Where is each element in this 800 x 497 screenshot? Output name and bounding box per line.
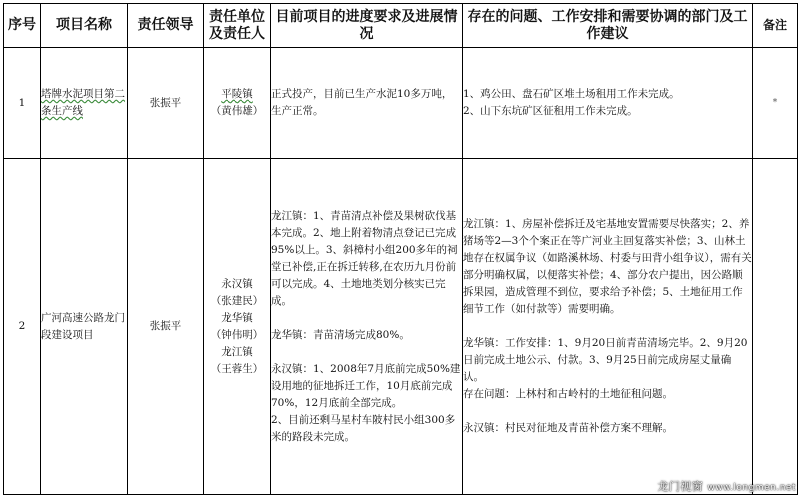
row2-unit-town-2: 龙华镇: [221, 311, 253, 324]
row2-issues: [463, 159, 753, 495]
row2-unit-person-2: （钟伟明）: [210, 328, 264, 341]
row1-unit: [204, 48, 271, 159]
row2-remark: [753, 159, 798, 495]
row2-issues-yonghan: 永汉镇：村民对征地及青苗补偿方案不理解。: [463, 422, 673, 434]
header-remark: 备注: [753, 4, 798, 48]
row1-remark: *: [753, 48, 798, 159]
row1-issue-2: 2、山下东坑矿区征租用工作未完成。: [463, 105, 638, 117]
watermark: [657, 478, 796, 494]
row2-progress: [271, 159, 463, 495]
header-row: [4, 4, 798, 48]
row2-progress-yonghan-1: 永汉镇：1、2008年7月底前完成50%建设用地的征地拆迁工作，10月底前完成70%，12月底前全部完成。: [271, 362, 461, 409]
row2-unit-person-3: （王蓉生）: [210, 362, 264, 375]
row1-unit-town: 平陵镇: [221, 88, 253, 100]
row2-name: 广河高速公路龙门段建设项目: [41, 159, 128, 495]
row2-issues-longhua-problem: 存在问题：上林村和古岭村的土地征租问题。: [463, 388, 673, 400]
row1-name-text: 塔牌水泥项目第二条生产线: [41, 88, 125, 117]
row2-progress-longjiang: 龙江镇：1、青苗清点补偿及果树砍伐基本完成。2、地上附着物清点登记已完成95%以上。3、斜樟村小组200多年的祠堂已补偿,正在拆迁转移,在农历九月份前可以完成。4、土地地类划分核实已完成。: [271, 209, 458, 307]
header-progress: 目前项目的进度要求及进展情况: [271, 4, 463, 48]
row2-seq: 2: [4, 159, 41, 495]
row1-issue-1: 1、鸡公田、盘石矿区堆土场租用工作未完成。: [463, 88, 680, 100]
watermark-site: www.longmen.net: [707, 483, 796, 493]
row1-seq: 1: [4, 48, 41, 159]
row1-leader: 张振平: [128, 48, 204, 159]
row2-unit-person-1: （张建民）: [210, 294, 264, 307]
header-name: 项目名称: [41, 4, 128, 48]
row2-issues-longjiang: 龙江镇：1、房屋补偿拆迁及宅基地安置需要尽快落实；2、养猪场等2—3个个案正在等广河业主回复落实补偿；3、山林土地存在权属争议（如路溪林场、村委与田背小组争议），需有关部分明确权属，以便落实补偿；4、部分农户提出，因公路顺拆果园，造成管理不到位，要求给予补偿；5、土地征用工作细节工作（如付款等）需要明确。: [463, 218, 752, 315]
table-row: [4, 48, 798, 159]
row2-leader: 张振平: [128, 159, 204, 495]
row1-progress: 正式投产，目前已生产水泥10多万吨，生产正常。: [271, 48, 463, 159]
header-leader: 责任领导: [128, 4, 204, 48]
row2-progress-yonghan-2: 2、目前还剩马星村车陂村民小组300多米的路段未完成。: [271, 413, 456, 443]
row1-name: [41, 48, 128, 159]
header-issues: 存在的问题、工作安排和需要协调的部门及工作建议: [463, 4, 753, 48]
row1-issues: [463, 48, 753, 159]
row2-unit-town-1: 永汉镇: [221, 277, 253, 290]
row1-unit-person: （黄伟雄）: [210, 105, 264, 117]
header-unit: 责任单位及责任人: [204, 4, 271, 48]
watermark-text: 龙门视窗: [657, 480, 704, 493]
row2-progress-longhua: 龙华镇：青苗清场完成80%。: [271, 328, 410, 341]
project-table: [3, 3, 798, 495]
table-row: [4, 159, 798, 495]
header-seq: 序号: [4, 4, 41, 48]
row2-unit: [204, 159, 271, 495]
row2-issues-longhua-plan: 龙华镇：工作安排：1、9月20日前青苗清场完毕。2、9月20日前完成土地公示、付款。3、9月25日前完成房屋丈量确认。: [463, 337, 748, 383]
row2-unit-town-3: 龙江镇: [221, 345, 253, 358]
